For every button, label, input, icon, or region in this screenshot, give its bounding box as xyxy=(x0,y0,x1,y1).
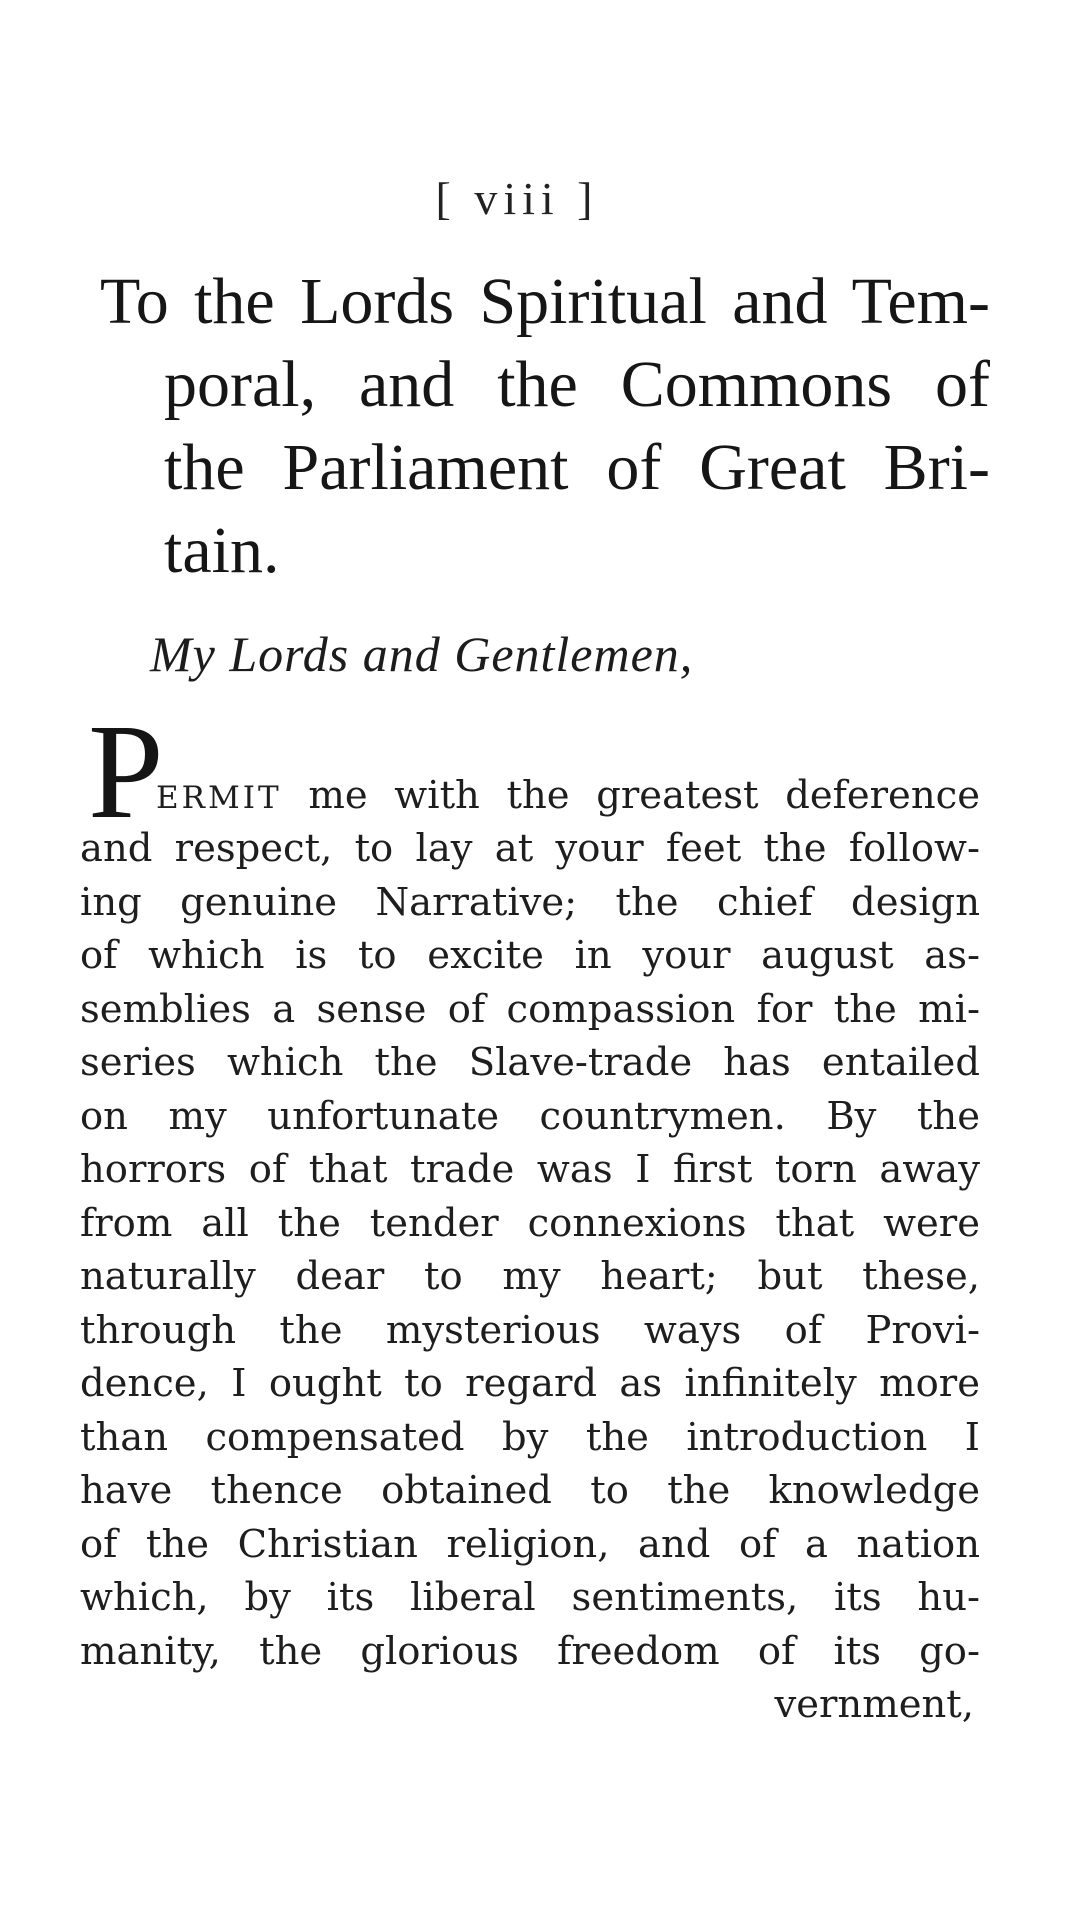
body-line: dence, I ought to regard as infinitely more xyxy=(80,1361,980,1406)
body-line: from all the tender connexions that were xyxy=(80,1200,980,1246)
first-line-rest: me with the greatest deference xyxy=(308,772,980,818)
body-line: on my unfortunate countrymen. By the xyxy=(80,1093,980,1139)
body-line: series which the Slave-trade has entailed xyxy=(80,1040,980,1085)
body-line: of the Christian religion, and of a nation xyxy=(80,1521,980,1567)
page-number: [ viii ] xyxy=(435,173,599,224)
heading-line-4: tain. xyxy=(164,514,280,587)
body-line: have thence obtained to the knowledge xyxy=(80,1468,980,1513)
salutation: My Lords and Gentlemen, xyxy=(150,626,694,682)
body-line: horrors of that trade was I first torn away xyxy=(80,1147,980,1192)
dedication-heading xyxy=(100,260,990,592)
body-line: ing genuine Narrative; the chief design xyxy=(80,879,980,925)
opening-word: ERMIT xyxy=(156,779,282,816)
body-line: through the mysterious ways of Provi- xyxy=(80,1307,980,1353)
drop-cap-spacer xyxy=(80,715,980,769)
dedication-body xyxy=(80,697,980,1732)
body-line: of which is to excite in your august as- xyxy=(80,933,980,978)
body-line: which, by its liberal sentiments, its hu- xyxy=(80,1575,980,1620)
body-line: than compensated by the introduction I xyxy=(80,1414,980,1460)
body-line: semblies a sense of compassion for the mi- xyxy=(80,986,980,1032)
body-line-first xyxy=(80,769,980,823)
heading-line-3: the Parliament of Great Bri- xyxy=(164,431,990,504)
heading-line-1: To the Lords Spiritual and Tem- xyxy=(100,265,990,338)
catchword: vernment, xyxy=(774,1682,974,1727)
body-line: and respect, to lay at your feet the follow- xyxy=(80,826,980,871)
heading-line-2: poral, and the Commons of xyxy=(164,348,990,421)
body-line: naturally dear to my heart; but these, xyxy=(80,1254,980,1299)
drop-cap: P xyxy=(88,697,164,847)
body-line: manity, the glorious freedom of its go- xyxy=(80,1628,980,1674)
